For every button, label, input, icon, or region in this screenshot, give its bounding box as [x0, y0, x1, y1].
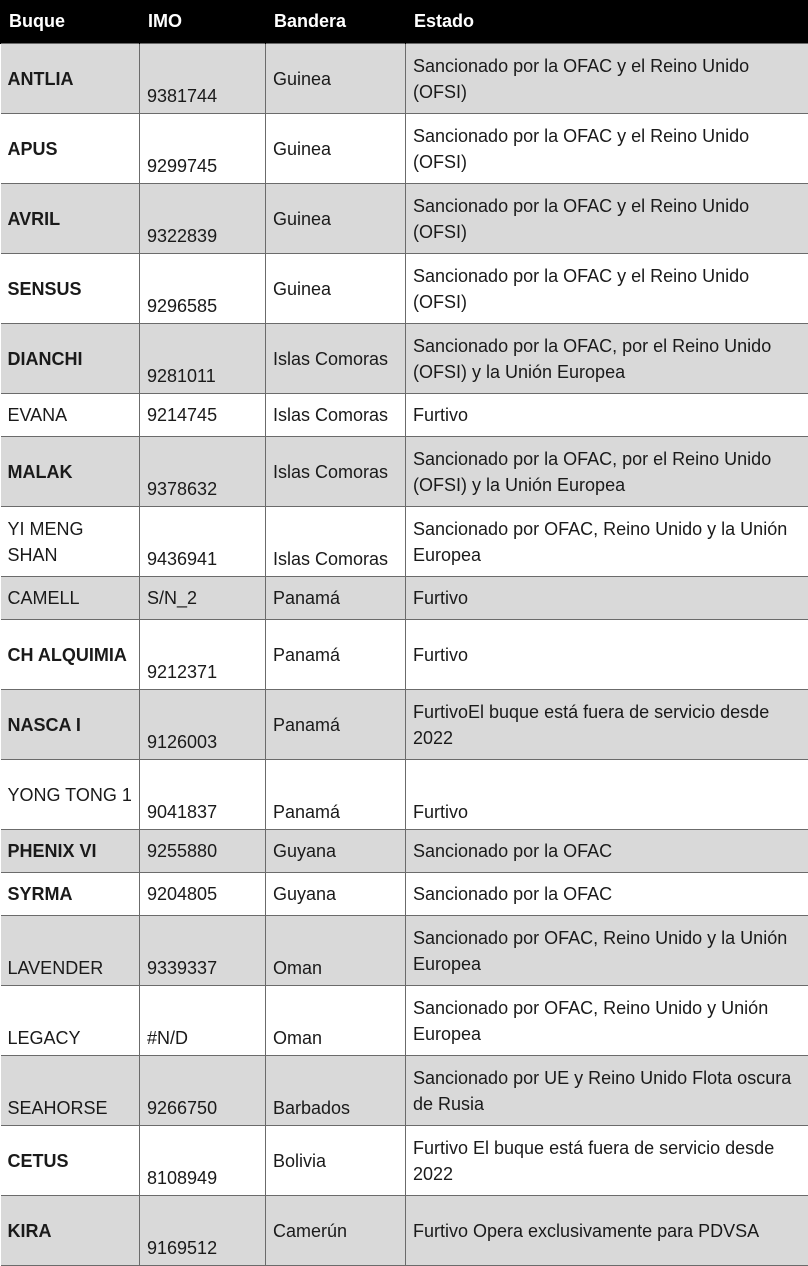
cell-imo: 9204805 — [140, 873, 266, 916]
cell-bandera: Panamá — [266, 690, 406, 760]
cell-imo: 9212371 — [140, 620, 266, 690]
table-row — [1, 114, 808, 184]
table-row — [1, 1196, 808, 1266]
cell-bandera: Guyana — [266, 830, 406, 873]
cell-bandera: Panamá — [266, 577, 406, 620]
table-row — [1, 437, 808, 507]
cell-imo: 9266750 — [140, 1056, 266, 1126]
cell-imo: 9126003 — [140, 690, 266, 760]
table-row — [1, 394, 808, 437]
cell-buque: LEGACY — [1, 986, 140, 1056]
cell-buque: DIANCHI — [1, 324, 140, 394]
cell-buque: KIRA — [1, 1196, 140, 1266]
cell-bandera: Islas Comoras — [266, 324, 406, 394]
cell-buque: EVANA — [1, 394, 140, 437]
cell-estado: Sancionado por UE y Reino Unido Flota oscura de Rusia — [406, 1056, 808, 1126]
cell-buque: CETUS — [1, 1126, 140, 1196]
cell-buque: NASCA I — [1, 690, 140, 760]
cell-bandera: Panamá — [266, 760, 406, 830]
cell-estado: Sancionado por OFAC, Reino Unido y la Unión Europea — [406, 916, 808, 986]
cell-bandera: Panamá — [266, 620, 406, 690]
header-row — [1, 0, 808, 44]
cell-estado: Sancionado por la OFAC y el Reino Unido (OFSI) — [406, 44, 808, 114]
cell-buque: YONG TONG 1 — [1, 760, 140, 830]
table-row — [1, 916, 808, 986]
table-row — [1, 986, 808, 1056]
header-estado: Estado — [406, 0, 808, 44]
cell-estado: Sancionado por la OFAC y el Reino Unido (OFSI) — [406, 114, 808, 184]
cell-estado: Furtivo — [406, 577, 808, 620]
cell-buque: AVRIL — [1, 184, 140, 254]
cell-buque: CAMELL — [1, 577, 140, 620]
header-bandera: Bandera — [266, 0, 406, 44]
cell-estado: FurtivoEl buque está fuera de servicio desde 2022 — [406, 690, 808, 760]
cell-estado: Sancionado por la OFAC y el Reino Unido (OFSI) — [406, 254, 808, 324]
cell-bandera: Guyana — [266, 873, 406, 916]
table-row — [1, 254, 808, 324]
cell-bandera: Guinea — [266, 114, 406, 184]
table-row — [1, 324, 808, 394]
cell-buque: SENSUS — [1, 254, 140, 324]
cell-bandera: Guinea — [266, 254, 406, 324]
table-row — [1, 620, 808, 690]
cell-imo: 9299745 — [140, 114, 266, 184]
cell-buque: SYRMA — [1, 873, 140, 916]
cell-estado: Sancionado por OFAC, Reino Unido y la Unión Europea — [406, 507, 808, 577]
cell-imo: 9041837 — [140, 760, 266, 830]
cell-buque: MALAK — [1, 437, 140, 507]
cell-estado: Sancionado por la OFAC — [406, 830, 808, 873]
cell-imo: 9169512 — [140, 1196, 266, 1266]
cell-bandera: Oman — [266, 986, 406, 1056]
table-row — [1, 830, 808, 873]
table-row — [1, 184, 808, 254]
header-buque: Buque — [1, 0, 140, 44]
cell-bandera: Camerún — [266, 1196, 406, 1266]
cell-bandera: Guinea — [266, 184, 406, 254]
cell-estado: Sancionado por la OFAC, por el Reino Unido (OFSI) y la Unión Europea — [406, 437, 808, 507]
cell-estado: Furtivo — [406, 394, 808, 437]
cell-estado: Sancionado por la OFAC, por el Reino Unido (OFSI) y la Unión Europea — [406, 324, 808, 394]
cell-bandera: Guinea — [266, 44, 406, 114]
table-row — [1, 1056, 808, 1126]
cell-estado: Furtivo — [406, 760, 808, 830]
cell-imo: S/N_2 — [140, 577, 266, 620]
cell-bandera: Islas Comoras — [266, 437, 406, 507]
table-row — [1, 507, 808, 577]
table-row — [1, 1126, 808, 1196]
cell-estado: Furtivo — [406, 620, 808, 690]
cell-buque: LAVENDER — [1, 916, 140, 986]
table-row — [1, 44, 808, 114]
cell-estado: Sancionado por OFAC, Reino Unido y Unión Europea — [406, 986, 808, 1056]
cell-imo: 9214745 — [140, 394, 266, 437]
cell-bandera: Islas Comoras — [266, 394, 406, 437]
table-row — [1, 577, 808, 620]
cell-bandera: Islas Comoras — [266, 507, 406, 577]
cell-imo: 9436941 — [140, 507, 266, 577]
cell-buque: YI MENG SHAN — [1, 507, 140, 577]
cell-imo: 9378632 — [140, 437, 266, 507]
cell-buque: CH ALQUIMIA — [1, 620, 140, 690]
cell-estado: Furtivo El buque está fuera de servicio desde 2022 — [406, 1126, 808, 1196]
cell-imo: 9296585 — [140, 254, 266, 324]
cell-estado: Furtivo Opera exclusivamente para PDVSA — [406, 1196, 808, 1266]
cell-buque: ANTLIA — [1, 44, 140, 114]
table-row — [1, 690, 808, 760]
table-row — [1, 873, 808, 916]
cell-buque: PHENIX VI — [1, 830, 140, 873]
cell-imo: 9255880 — [140, 830, 266, 873]
cell-buque: SEAHORSE — [1, 1056, 140, 1126]
cell-bandera: Bolivia — [266, 1126, 406, 1196]
cell-estado: Sancionado por la OFAC — [406, 873, 808, 916]
header-imo: IMO — [140, 0, 266, 44]
cell-imo: 9381744 — [140, 44, 266, 114]
cell-imo: 9339337 — [140, 916, 266, 986]
cell-bandera: Oman — [266, 916, 406, 986]
cell-imo: 9281011 — [140, 324, 266, 394]
cell-imo: #N/D — [140, 986, 266, 1056]
table-row — [1, 760, 808, 830]
cell-bandera: Barbados — [266, 1056, 406, 1126]
cell-estado: Sancionado por la OFAC y el Reino Unido (OFSI) — [406, 184, 808, 254]
cell-imo: 8108949 — [140, 1126, 266, 1196]
cell-imo: 9322839 — [140, 184, 266, 254]
cell-buque: APUS — [1, 114, 140, 184]
